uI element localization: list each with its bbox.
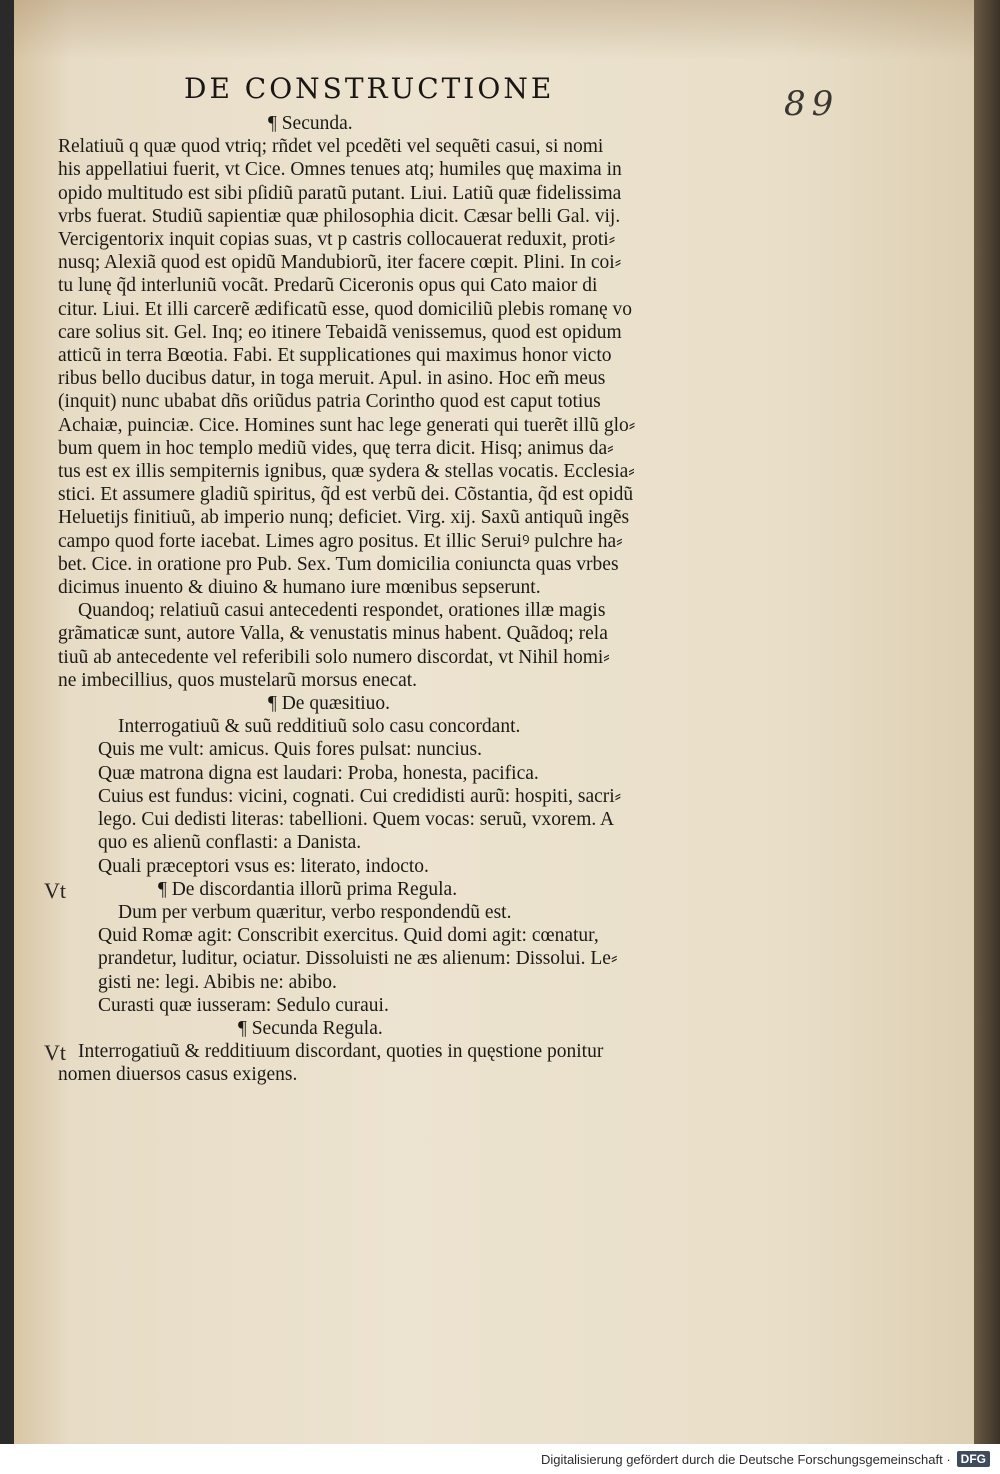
book-binding xyxy=(974,0,1000,1444)
example-line: Quali præceptori vsus es: literato, indocto. xyxy=(98,855,429,877)
footer-bar xyxy=(0,1444,1000,1474)
section-heading-secunda: ¶ Secunda. xyxy=(268,113,353,134)
text-line: his appellatiui fuerit, vt Cice. Omnes tenues atq; humiles quę maxima in xyxy=(58,159,622,181)
margin-note-vt: Vt xyxy=(44,878,66,903)
text-line: atticũ in terra Bœotia. Fabi. Et supplicationes qui maximus honor victo xyxy=(58,345,612,367)
example-line: Quæ matrona digna est laudari: Proba, honesta, pacifica. xyxy=(98,762,539,784)
rule-line: Interrogatiuũ & suũ redditiuũ solo casu concordant. xyxy=(118,716,521,738)
dfg-logo: DFG xyxy=(957,1451,990,1467)
text-line: care solius sit. Gel. Inq; eo itinere Tebaidã venissemus, quod est opidum xyxy=(58,321,622,343)
example-line: gisti ne: legi. Abibis ne: abibo. xyxy=(98,971,337,993)
text-line: citur. Liui. Et illi carcerẽ ædificatũ esse, quod domiciliũ plebis romanę vo xyxy=(58,298,633,320)
text-line: Vercigentorix inquit copias suas, vt p castris collocauerat reduxit, proti⸗ xyxy=(58,229,616,251)
text-line: campo quod forte iacebat. Limes agro positus. Et illic Seruiꝰ pulchre ha⸗ xyxy=(58,530,623,552)
text-line: tu lunę q̃d interluniũ vocãt. Predarũ Ciceronis opus qui Cato maior di xyxy=(58,275,598,297)
text-line: Achaiæ, puinciæ. Cice. Homines sunt hac lege generati qui tuerẽt illũ glo⸗ xyxy=(58,414,636,436)
text-line: ne imbecillius, quos mustelarũ morsus enecat. xyxy=(58,669,418,691)
example-line: Quid Romæ agit: Conscribit exercitus. Quid domi agit: cœnatur, xyxy=(98,925,599,947)
funding-notice: Digitalisierung gefördert durch die Deutsche Forschungsgemeinschaft · xyxy=(540,1451,951,1467)
section-heading-quaesitiuo: ¶ De quæsitiuo. xyxy=(268,693,391,715)
text-line: stici. Et assumere gladiũ spiritus, q̃d est verbũ dei. Cõstantia, q̃d est opidũ xyxy=(58,484,634,506)
text-line: vrbs fuerat. Studiũ sapientiæ quæ philosophia dicit. Cæsar belli Gal. vij. xyxy=(58,205,621,227)
text-line: nomen diuersos casus exigens. xyxy=(58,1064,298,1086)
folio-number: 89 xyxy=(784,84,840,124)
running-head: DE CONSTRUCTIONE xyxy=(184,72,555,105)
text-line: Heluetijs finitiuũ, ab imperio nunq; deficiet. Virg. xij. Saxũ antiquũ ingẽs xyxy=(58,507,630,529)
text-line: bet. Cice. in oratione pro Pub. Sex. Tum domicilia coniuncta quas vrbes xyxy=(58,553,619,575)
text-line: bum quem in hoc templo mediũ vides, quę terra dicit. Hisq; animus da⸗ xyxy=(58,437,614,459)
rule-line: Dum per verbum quæritur, verbo respondendũ est. xyxy=(118,901,512,923)
text-line: dicimus inuento & diuino & humano iure mœnibus sepserunt. xyxy=(58,577,541,599)
text-line: grãmaticæ sunt, autore Valla, & venustatis minus habent. Quãdoq; rela xyxy=(58,623,608,645)
text-line: tus est ex illis sempiternis ignibus, quæ sydera & stellas vocatis. Ecclesia⸗ xyxy=(58,461,635,483)
margin-note-vt: Vt xyxy=(44,1040,66,1065)
example-line: Quis me vult: amicus. Quis fores pulsat: nuncius. xyxy=(98,739,483,761)
example-line: lego. Cui dedisti literas: tabellioni. Quem vocas: seruũ, vxorem. A xyxy=(98,809,615,831)
section-heading-secunda-regula: ¶ Secunda Regula. xyxy=(238,1017,383,1039)
text-line: opido multitudo est sibi pſidiũ paratũ putant. Liui. Latiũ quæ fidelissima xyxy=(58,182,622,204)
text-line: Quandoq; relatiuũ casui antecedenti respondet, orationes illæ magis xyxy=(78,600,606,622)
book-page xyxy=(14,0,974,1444)
text-line: nusq; Alexiã quod est opidũ Mandubiorũ, iter facere cœpit. Plini. In coi⸗ xyxy=(58,252,622,274)
text-line: Interrogatiuũ & redditiuum discordant, quoties in quęstione ponitur xyxy=(78,1041,604,1063)
example-line: Cuius est fundus: vicini, cognati. Cui credidisti aurũ: hospiti, sacri⸗ xyxy=(98,785,622,807)
text-line: tiuũ ab antecedente vel referibili solo numero discordat, vt Nihil homi⸗ xyxy=(58,646,610,668)
text-line: (inquit) nunc ubabat dñs oriũdus patria Corintho quod est caput totius xyxy=(58,391,601,413)
section-heading-discordantia: ¶ De discordantia illorũ prima Regula. xyxy=(158,878,458,900)
page-body xyxy=(58,112,778,1087)
example-line: quo es alienũ conflasti: a Danista. xyxy=(98,832,362,854)
text-line: ribus bello ducibus datur, in toga meruit. Apul. in asino. Hoc em̃ meus xyxy=(58,368,606,390)
text-line: Relatiuũ q quæ quod vtriq; rñdet vel pcedẽti vel sequẽti casui, si nomi xyxy=(58,136,604,158)
example-line: prandetur, luditur, ociatur. Dissoluisti ne æs alienum: Dissolui. Le⸗ xyxy=(98,948,618,970)
example-line: Curasti quæ iusseram: Sedulo curaui. xyxy=(98,994,389,1016)
